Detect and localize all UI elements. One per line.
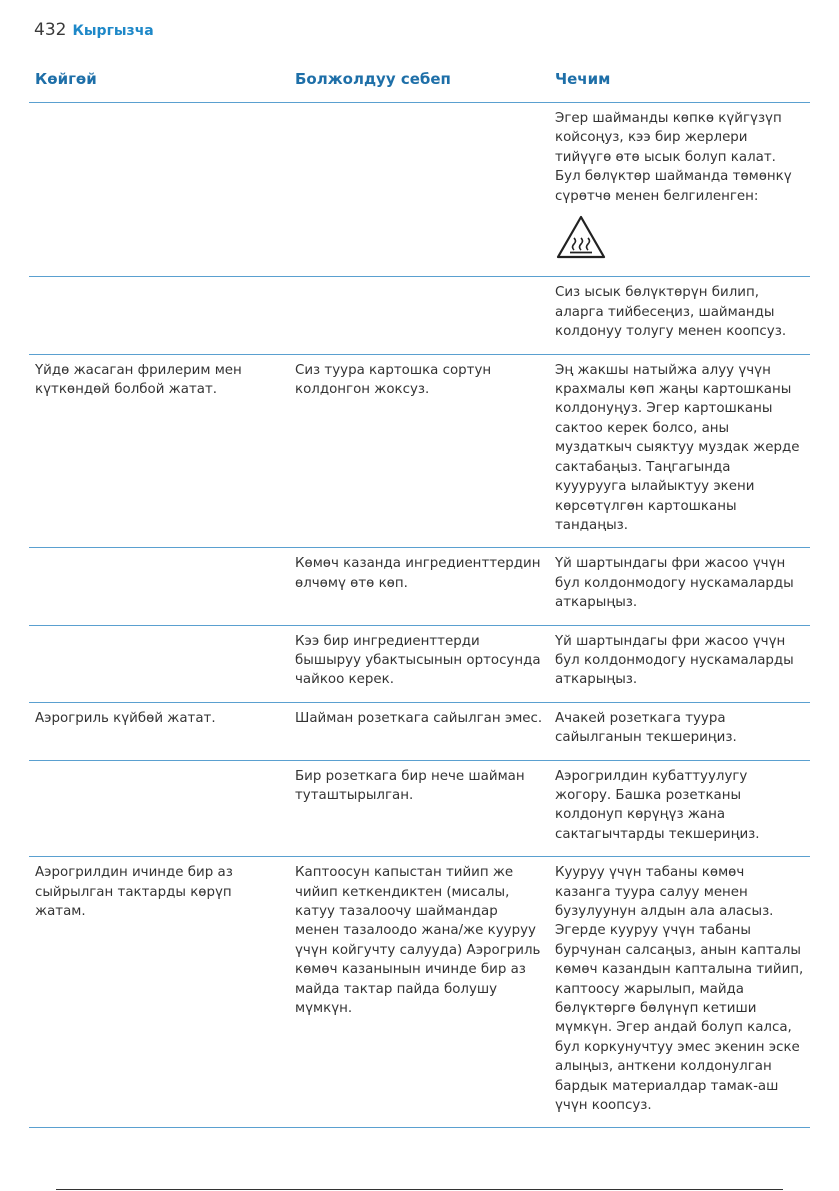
problem-cell: Үйдө жасаган фрилерим мен күткөндөй болбой жатат. xyxy=(29,354,289,548)
cause-cell: Кээ бир ингредиенттерди бышыруу убактысынын ортосунда чайкоо керек. xyxy=(289,625,549,702)
problem-cell: Аэрогрилдин ичинде бир аз сыйрылган тактарды көрүп жатам. xyxy=(29,857,289,1128)
cause-cell: Каптоосун капыстан тийип же чийип кеткендиктен (мисалы, катуу тазалоочу шаймандар менен тазалоодо жана/же кууруу үчүн койгучту салууда) Аэрогриль көмөч казанынын ичинде бир аз майда тактар пайда болушу мүмкүн. xyxy=(289,857,549,1128)
hot-surface-symbol xyxy=(555,206,804,266)
solution-cell: Үй шартындагы фри жасоо үчүн бул колдонмодогу нускамаларды аткарыңыз. xyxy=(549,548,810,625)
column-header-solution: Чечим xyxy=(549,60,810,103)
solution-text: Эгер шайманды көпкө күйгүзүп койсоңуз, кээ бир жерлери тийүүгө өтө ысык болуп калат. Бул бөлүктөр шайманда төмөнкү сүрөтчө менен белгиленген: xyxy=(555,111,792,204)
problem-cell xyxy=(29,103,289,277)
table-row xyxy=(29,702,810,760)
cause-cell: Сиз туура картошка сортун колдонгон жоксуз. xyxy=(289,354,549,548)
solution-cell: Кууруу үчүн табаны көмөч казанга туура салуу менен бузулуунун алдын ала аласыз. Эгерде кууруу үчүн табаны бурчунан салсаңыз, анын капталы көмөч казандын капталына тийип, каптоосу жарылып, майда бөлүктөргө бөлүнүп кетиши мүмкүн. Эгер андай болуп калса, бул коркунучтуу эмес экенин эске алыңыз, анткени колдонулган бардык материалдар тамак-аш үчүн коопсуз. xyxy=(549,857,810,1128)
cause-cell: Бир розеткага бир нече шайман туташтырылган. xyxy=(289,760,549,857)
problem-cell xyxy=(29,760,289,857)
cause-cell: Шайман розеткага сайылган эмес. xyxy=(289,702,549,760)
language-label: Кыргызча xyxy=(72,23,154,39)
hot-surface-warning-icon xyxy=(555,214,607,260)
table-row xyxy=(29,354,810,548)
cause-cell: Көмөч казанда ингредиенттердин өлчөмү өтө көп. xyxy=(289,548,549,625)
table-row xyxy=(29,103,810,277)
footer-rule xyxy=(56,1189,783,1190)
troubleshooting-table xyxy=(29,60,810,1128)
problem-cell xyxy=(29,625,289,702)
solution-cell: Үй шартындагы фри жасоо үчүн бул колдонмодогу нускамаларды аткарыңыз. xyxy=(549,625,810,702)
problem-cell: Аэрогриль күйбөй жатат. xyxy=(29,702,289,760)
solution-cell: Ачакей розеткага туура сайылганын текшериңиз. xyxy=(549,702,810,760)
table-row xyxy=(29,277,810,354)
solution-cell: Аэрогрилдин кубаттуулугу жогору. Башка розетканы колдонуп көрүңүз жана сактагычтарды текшериңиз. xyxy=(549,760,810,857)
column-header-cause: Болжолдуу себеп xyxy=(289,60,549,103)
table-row xyxy=(29,857,810,1128)
solution-cell xyxy=(549,103,810,277)
page-header xyxy=(34,20,154,44)
column-header-problem: Көйгөй xyxy=(29,60,289,103)
problem-cell xyxy=(29,277,289,354)
solution-cell: Сиз ысык бөлүктөрүн билип, аларга тийбесеңиз, шайманды колдонуу толугу менен коопсуз. xyxy=(549,277,810,354)
cause-cell xyxy=(289,277,549,354)
table-row xyxy=(29,548,810,625)
cause-cell xyxy=(289,103,549,277)
problem-cell xyxy=(29,548,289,625)
table-header-row xyxy=(29,60,810,103)
table-row xyxy=(29,625,810,702)
table-row xyxy=(29,760,810,857)
solution-cell: Эң жакшы натыйжа алуу үчүн крахмалы көп жаңы картошканы колдонуңуз. Эгер картошканы сактоо керек болсо, аны муздаткыч сыяктуу муздак жерде сактабаңыз. Таңгагында кууурууга ылайыктуу экени көрсөтүлгөн картошканы тандаңыз. xyxy=(549,354,810,548)
page-number: 432 xyxy=(34,20,67,40)
